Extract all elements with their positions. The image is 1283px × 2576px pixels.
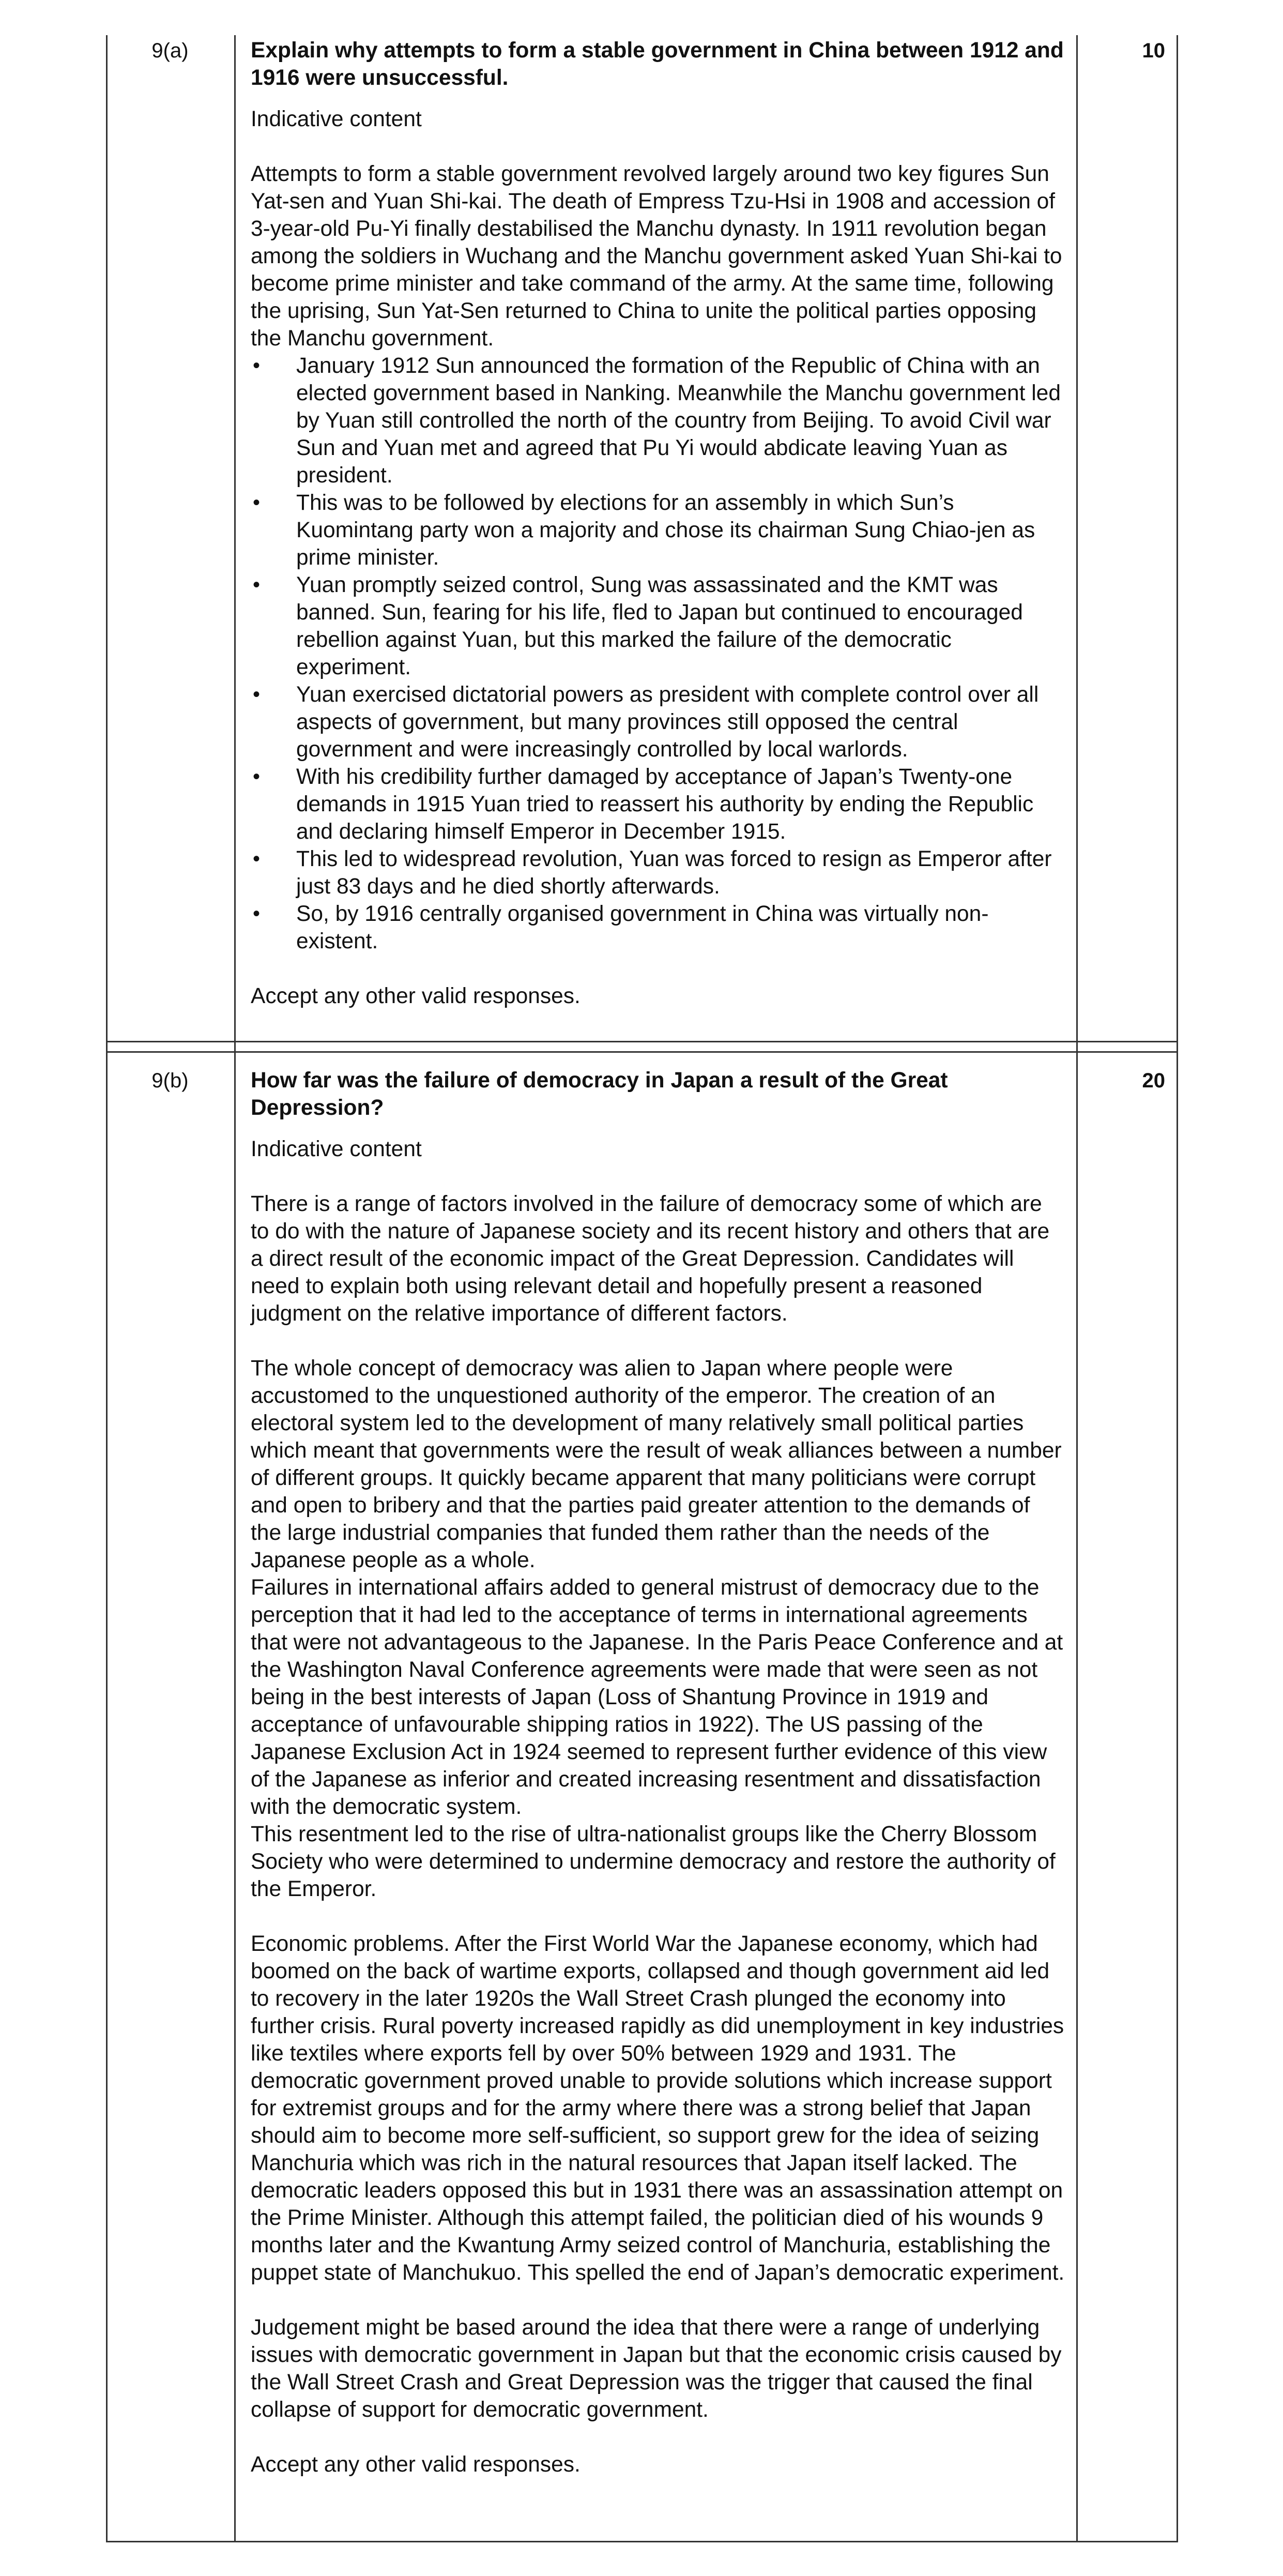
- accept-note-9a: Accept any other valid responses.: [251, 984, 581, 1008]
- list-item: • Yuan exercised dictatorial powers as president with complete control over all aspects of government, but many provinces still opposed the central government and were increasingly controlled by local warlords.: [251, 681, 1065, 763]
- question-number-9b: 9(b): [151, 1069, 189, 1092]
- question-title-9a: Explain why attempts to form a stable government in China between 1912 and 1916 were unsuccessful.: [251, 38, 1064, 90]
- list-item: • So, by 1916 centrally organised government in China was virtually non-existent.: [251, 900, 1065, 955]
- column-divider-question: [234, 35, 236, 2542]
- list-item: • Yuan promptly seized control, Sung was assassinated and the KMT was banned. Sun, fearing for his life, fled to Japan but continued to encouraged rebellion against Yuan, but this marked the failure of the democratic experiment.: [251, 571, 1065, 681]
- bullet-icon: •: [253, 354, 261, 377]
- marks-9a: 10: [1142, 39, 1165, 62]
- table-border-bottom: [106, 2541, 1178, 2542]
- paragraph-democracy-concept: The whole concept of democracy was alien to Japan where people were accustomed to the unquestioned authority of the emperor. The creation of an electoral system led to the development of many relatively small political parties which meant that governments were the result of weak alliances between a number of different groups. It quickly became apparent that many politicians were corrupt and open to bribery and that the parties paid greater attention to the demands of the large industrial companies that funded them rather than the needs of the Japanese people as a whole.: [251, 1356, 1062, 1572]
- indicative-label-9b: Indicative content: [251, 1137, 422, 1161]
- row-divider-top: [106, 1041, 1178, 1042]
- bullet-icon: •: [253, 491, 261, 514]
- paragraph-overview: There is a range of factors involved in the failure of democracy some of which are to do with the nature of Japanese society and its recent history and others that are a direct result of the economic impact of the Great Depression. Candidates will need to explain both using relevant detail and hopefully present a reasoned judgment on the relative importance of different factors.: [251, 1192, 1050, 1326]
- list-item: • January 1912 Sun announced the formation of the Republic of China with an elected government based in Nanking. Meanwhile the Manchu government led by Yuan still controlled the north of the country from Beijing. To avoid Civil war Sun and Yuan met and agreed that Pu Yi would abdicate leaving Yuan as president.: [251, 352, 1065, 489]
- question-number-9a: 9(a): [151, 39, 189, 62]
- accept-note-9b: Accept any other valid responses.: [251, 2452, 581, 2477]
- answer-content-9b: [251, 1067, 1065, 2478]
- list-item: • This was to be followed by elections for an assembly in which Sun’s Kuomintang party won a majority and chose its chairman Sung Chiao-jen as prime minister.: [251, 489, 1065, 571]
- answer-content-9a: [251, 37, 1065, 1010]
- bullet-list-9a: [251, 352, 1065, 955]
- paragraph-judgement: Judgement might be based around the idea that there were a range of underlying issues with democratic government in Japan but that the economic crisis caused by the Wall Street Crash and Great Depression was the trigger that caused the final collapse of support for democratic government.: [251, 2315, 1062, 2422]
- intro-paragraph-9a: Attempts to form a stable government revolved largely around two key figures Sun Yat-sen and Yuan Shi-kai. The death of Empress Tzu-Hsi in 1908 and accession of 3-year-old Pu-Yi finally destabilised the Manchu dynasty. In 1911 revolution began among the soldiers in Wuchang and the Manchu government asked Yuan Shi-kai to become prime minister and take command of the army. At the same time, following the uprising, Sun Yat-Sen returned to China to unite the political parties opposing the Manchu government.: [251, 162, 1062, 351]
- question-title-9b: How far was the failure of democracy in Japan a result of the Great Depression?: [251, 1068, 948, 1120]
- list-item: • With his credibility further damaged by acceptance of Japan’s Twenty-one demands in 1915 Yuan tried to reassert his authority by ending the Republic and declaring himself Emperor in December 1915.: [251, 763, 1065, 845]
- bullet-icon: •: [253, 683, 261, 706]
- paragraph-ultra-nationalism: This resentment led to the rise of ultra-nationalist groups like the Cherry Blossom Society who were determined to undermine democracy and restore the authority of the Emperor.: [251, 1822, 1056, 1901]
- bullet-icon: •: [253, 902, 261, 925]
- table-border-left: [106, 35, 108, 2542]
- column-divider-marks: [1076, 35, 1078, 2542]
- marks-9b: 20: [1142, 1069, 1165, 1092]
- bullet-icon: •: [253, 847, 261, 870]
- bullet-icon: •: [253, 573, 261, 596]
- list-item: • This led to widespread revolution, Yuan was forced to resign as Emperor after just 83 days and he died shortly afterwards.: [251, 845, 1065, 900]
- bullet-icon: •: [253, 765, 261, 788]
- paragraph-international-affairs: Failures in international affairs added to general mistrust of democracy due to the perception that it had led to the acceptance of terms in international agreements that were not advantageous to the Japanese. In the Paris Peace Conference and at the Washington Naval Conference agreements were made that were seen as not being in the best interests of Japan (Loss of Shantung Province in 1919 and acceptance of unfavourable shipping ratios in 1922). The US passing of the Japanese Exclusion Act in 1924 seemed to represent further evidence of this view of the Japanese as inferior and created increasing resentment and dissatisfaction with the democratic system.: [251, 1575, 1063, 1819]
- row-divider-bottom: [106, 1051, 1178, 1053]
- indicative-label-9a: Indicative content: [251, 107, 422, 131]
- table-border-right: [1177, 35, 1178, 2542]
- mark-scheme-table: [106, 35, 1178, 2542]
- paragraph-economic-problems: Economic problems. After the First World War the Japanese economy, which had boomed on the back of wartime exports, collapsed and though government aid led to recovery in the later 1920s the Wall Street Crash plunged the economy into further crisis. Rural poverty increased rapidly as did unemployment in key industries like textiles where exports fell by over 50% between 1929 and 1931. The democratic government proved unable to provide solutions which increase support for extremist groups and for the army where there was a strong belief that Japan should aim to become more self-sufficient, so support grew for the idea of seizing Manchuria which was rich in the natural resources that Japan itself lacked. The democratic leaders opposed this but in 1931 there was an assassination attempt on the Prime Minister. Although this attempt failed, the politician died of his wounds 9 months later and the Kwantung Army seized control of Manchuria, establishing the puppet state of Manchukuo. This spelled the end of Japan’s democratic experiment.: [251, 1932, 1065, 2285]
